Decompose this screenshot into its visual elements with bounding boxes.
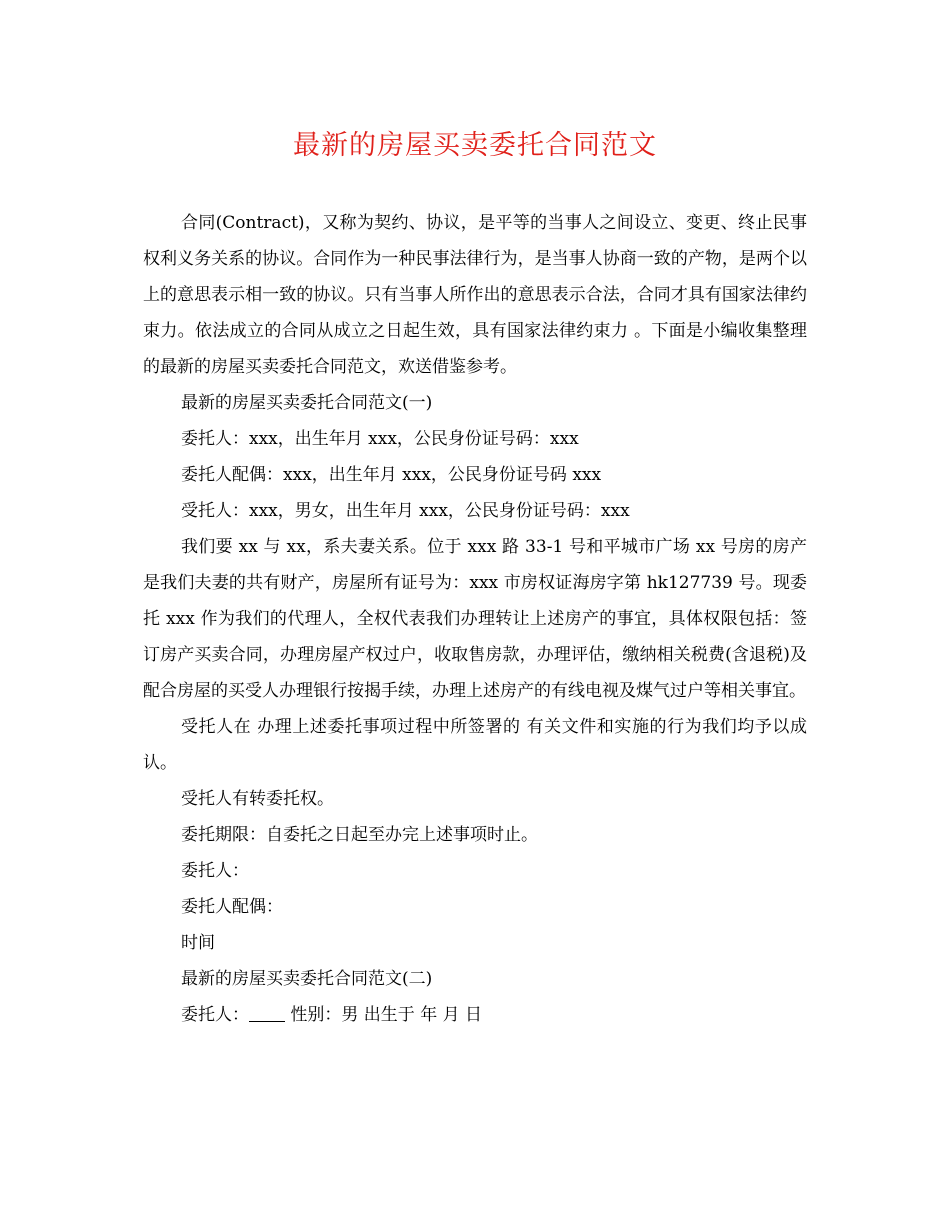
section-heading-one: 最新的房屋买卖委托合同范文(一) — [181, 393, 433, 413]
document-title: 最新的房屋买卖委托合同范文 — [293, 130, 657, 161]
agent-line: 受托人：xxx，男女，出生年月 xxx，公民身份证号码：xxx — [181, 501, 630, 521]
principal-line: 委托人：xxx，出生年月 xxx，公民身份证号码：xxx — [181, 429, 579, 449]
principal-form-prefix: 委托人： — [181, 1005, 249, 1025]
date-line: 时间 — [181, 933, 215, 953]
principal-spouse-line: 委托人配偶：xxx，出生年月 xxx，公民身份证号码 xxx — [181, 465, 602, 485]
property-paragraph: 我们要 xx 与 xx，系夫妻关系。位于 xxx 路 33-1 号和平城市广场 xx 号房的房产是我们夫妻的共有财产，房屋所有证号为：xxx 市房权证海房字第 hk127739 号。现委托 xxx 作为我们的代理人，全权代表我们办理转让上述房产的事宜，具体权限包括：签订房产买卖合同，办理房屋产权过户，收取售房款，办理评估，缴纳相关税费(含退税)及配合房屋的买受人办理银行按揭手续，办理上述房产的有线电视及煤气过户等相关事宜。 — [143, 537, 807, 701]
principal-form-suffix: 性别：男 出生于 年 月 日 — [285, 1005, 483, 1025]
principal-signature-line: 委托人： — [181, 861, 249, 881]
spouse-signature-line: 委托人配偶： — [181, 897, 283, 917]
name-blank — [249, 1003, 285, 1022]
document-body — [143, 205, 807, 1033]
intro-paragraph: 合同(Contract)，又称为契约、协议，是平等的当事人之间设立、变更、终止民事权利义务关系的协议。合同作为一种民事法律行为，是当事人协商一致的产物，是两个以上的意思表示相一致的协议。只有当事人所作出的意思表示合法，合同才具有国家法律约束力。依法成立的合同从成立之日起生效，具有国家法律约束力 。下面是小编收集整理的最新的房屋买卖委托合同范文，欢送借鉴参考。 — [143, 213, 807, 377]
principal-form-line — [143, 997, 807, 1033]
recognition-paragraph: 受托人在 办理上述委托事项过程中所签署的 有关文件和实施的行为我们均予以成认。 — [143, 717, 807, 773]
section-heading-two: 最新的房屋买卖委托合同范文(二) — [181, 969, 433, 989]
term-line: 委托期限：自委托之日起至办完上述事项时止。 — [181, 825, 538, 845]
sub-delegation-line: 受托人有转委托权。 — [181, 789, 334, 809]
